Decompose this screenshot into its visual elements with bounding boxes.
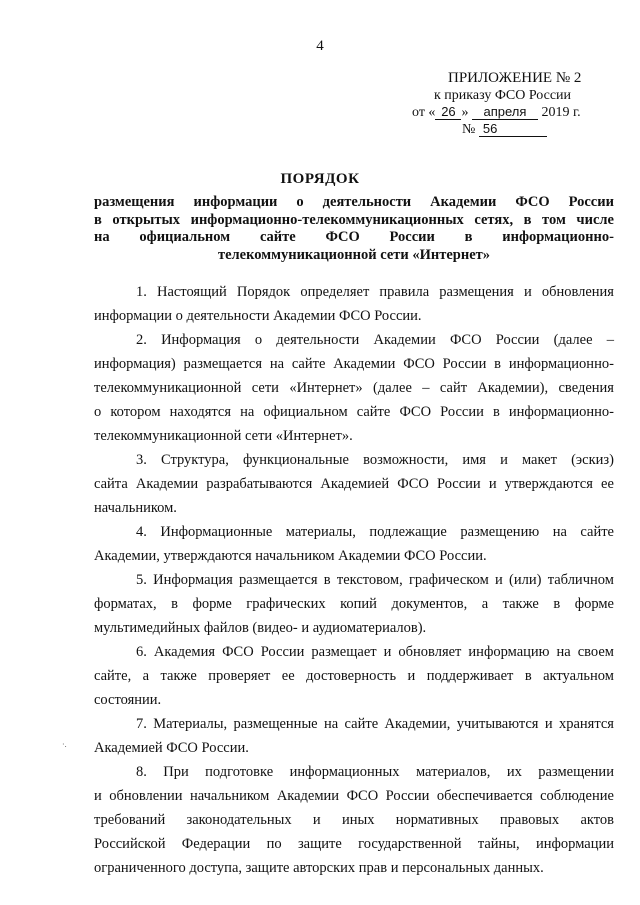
word: учитываются — [456, 716, 539, 732]
document-title: ПОРЯДОК — [280, 171, 360, 187]
word: табличном — [547, 572, 614, 588]
word: соблюдение — [540, 788, 614, 804]
word: 6. — [136, 644, 147, 660]
word: форме — [574, 596, 614, 612]
word: материалов, — [415, 764, 491, 780]
word: и — [544, 716, 553, 732]
word: информационно-телекоммуникационных — [190, 211, 464, 228]
date-mid: » — [461, 105, 469, 120]
paragraph-line — [94, 376, 614, 400]
word: функциональные — [243, 452, 349, 468]
word: разрабатываются — [206, 476, 313, 492]
date-year: 2019 г. — [541, 105, 581, 120]
word: материалы, — [285, 524, 356, 540]
word: о — [296, 194, 304, 210]
word: 4. — [136, 524, 147, 540]
appendix-date — [404, 104, 624, 121]
word: утверждаются — [504, 476, 593, 492]
word: о — [94, 404, 102, 420]
word: защите — [297, 836, 342, 852]
word: проверяет — [208, 668, 271, 684]
word: официальном — [139, 229, 231, 245]
scan-mark: ·. — [62, 740, 67, 749]
order-number: 56 — [479, 122, 547, 137]
word: информационно- — [508, 356, 614, 372]
paragraph-line — [94, 568, 614, 592]
word: (далее — [553, 332, 593, 348]
appendix-block — [404, 70, 624, 138]
word: обновления — [541, 284, 614, 300]
word: 3. — [136, 452, 147, 468]
word: макет — [521, 452, 557, 468]
word: официальном — [263, 404, 348, 420]
paragraph-line — [94, 352, 614, 376]
word: ФСО — [222, 644, 254, 660]
word: сайте — [580, 524, 614, 540]
word: Российской — [94, 836, 166, 852]
paragraph-line: телекоммуникационной сети «Интернет». — [94, 428, 353, 444]
word: обновлении — [109, 788, 183, 804]
document-subtitle — [94, 194, 614, 264]
word: графическом — [408, 572, 489, 588]
word: телекоммуникационной — [94, 380, 242, 396]
paragraph-line: начальником. — [94, 500, 177, 516]
paragraph-line — [94, 472, 614, 496]
word: в — [171, 596, 178, 612]
word: в — [523, 211, 532, 228]
word: открытых — [112, 211, 181, 228]
word: России — [389, 229, 435, 245]
word: подготовке — [205, 764, 274, 780]
date-day: 26 — [435, 105, 461, 120]
word: Академией — [320, 476, 390, 492]
word: России — [436, 476, 481, 492]
word: Академии — [333, 356, 396, 372]
word: ее — [281, 668, 295, 684]
word: и — [312, 812, 321, 828]
word: в — [524, 668, 532, 684]
word: информацию — [468, 644, 550, 660]
word: тайны, — [477, 836, 520, 852]
word: на — [556, 644, 571, 660]
word: 8. — [136, 764, 147, 780]
word: Академии — [135, 476, 199, 492]
paragraph-line: ограниченного доступа, защите авторских прав и персональных данных. — [94, 860, 544, 876]
word: о — [254, 332, 263, 348]
subtitle-line — [94, 212, 614, 230]
paragraph — [94, 328, 614, 448]
word: на — [240, 404, 255, 420]
word: России — [568, 194, 614, 210]
word: на — [323, 716, 339, 732]
word: информационно- — [502, 229, 614, 245]
word: форме — [192, 596, 232, 612]
subtitle-line — [94, 194, 614, 212]
paragraph-line — [94, 664, 614, 688]
word: Академии, — [384, 716, 451, 732]
word: Информация — [161, 332, 241, 348]
word: России — [260, 644, 305, 660]
word: – — [422, 380, 430, 396]
word: Академия — [153, 644, 216, 660]
word: и — [407, 668, 416, 684]
paragraph-line — [94, 448, 614, 472]
word: сайте — [291, 356, 326, 372]
word: имя — [462, 452, 486, 468]
paragraph — [94, 520, 614, 568]
word: сети — [251, 380, 279, 396]
word: на — [94, 229, 110, 245]
word: иных — [341, 812, 375, 828]
word: Федерации — [181, 836, 251, 852]
word: также — [502, 596, 539, 612]
appendix-number — [404, 121, 624, 138]
word: размещения — [94, 194, 175, 210]
word: в — [464, 229, 473, 245]
word: в — [323, 572, 331, 588]
word: Академии), — [477, 380, 549, 396]
word: поддерживает — [426, 668, 514, 684]
document-body — [94, 280, 614, 880]
word: том — [542, 211, 566, 228]
paragraph-line: мультимедийных файлов (видео- и аудиоматериалов). — [94, 620, 427, 636]
word: ФСО — [399, 404, 432, 420]
word: начальником — [190, 788, 270, 804]
paragraph — [94, 448, 614, 520]
paragraph-line — [94, 328, 614, 352]
word: достоверность — [306, 668, 397, 684]
word: размещается — [239, 572, 318, 588]
word: сайт — [439, 380, 468, 396]
paragraph-line — [94, 712, 614, 736]
word: и — [495, 572, 503, 588]
paragraph-line — [94, 808, 614, 832]
word: на — [269, 356, 285, 372]
word: и — [488, 476, 497, 492]
word: размещения — [439, 284, 514, 300]
subtitle-line — [94, 229, 614, 247]
word: ФСО — [449, 332, 482, 348]
paragraph — [94, 568, 614, 640]
word: 2. — [136, 332, 147, 348]
word: размещает — [311, 644, 377, 660]
word: информационно- — [508, 404, 614, 420]
word: России — [385, 788, 430, 804]
word: размещению — [460, 524, 540, 540]
word: обновляет — [398, 644, 462, 660]
word: форматах, — [94, 596, 157, 612]
word: а — [142, 668, 150, 684]
word: актуальном — [543, 668, 614, 684]
word: и — [500, 452, 508, 468]
word: правила — [379, 284, 430, 300]
word: своем — [577, 644, 614, 660]
word: правовых — [499, 812, 560, 828]
word: России — [440, 404, 484, 420]
word: информации — [536, 836, 614, 852]
word: также — [160, 668, 197, 684]
paragraph-line — [94, 520, 614, 544]
word: графических — [246, 596, 326, 612]
word: подлежащие — [369, 524, 447, 540]
word: ФСО — [403, 356, 435, 372]
word: сайте — [356, 404, 391, 420]
date-month: апреля — [472, 105, 538, 120]
word: копий — [340, 596, 377, 612]
paragraph-line — [94, 784, 614, 808]
paragraph — [94, 712, 614, 760]
paragraph-line: Академии, утверждаются начальником Академии ФСО России. — [94, 548, 487, 564]
word: а — [481, 596, 489, 612]
number-prefix: № — [462, 122, 476, 137]
word: Академии — [430, 194, 497, 210]
paragraph-line — [94, 592, 614, 616]
paragraph-line — [94, 280, 614, 304]
word: 7. — [136, 716, 147, 732]
word: деятельности — [276, 332, 360, 348]
paragraph — [94, 760, 614, 880]
word: размещенные — [233, 716, 318, 732]
word: находятся — [169, 404, 232, 420]
word: определяет — [300, 284, 370, 300]
word: сайте, — [94, 668, 132, 684]
word: ее — [601, 476, 614, 492]
word: и — [523, 284, 532, 300]
paragraph-line — [94, 400, 614, 424]
paragraph-line: состоянии. — [94, 692, 162, 708]
word: текстовом, — [336, 572, 403, 588]
date-prefix: от « — [412, 105, 436, 120]
word: и — [94, 788, 102, 804]
word: сетях, — [474, 211, 514, 228]
word: Материалы, — [153, 716, 228, 732]
word: Порядок — [236, 284, 291, 300]
word: на — [552, 524, 567, 540]
word: возможности, — [363, 452, 449, 468]
word: актов — [580, 812, 614, 828]
word: 5. — [136, 572, 147, 588]
word: Информационные — [160, 524, 273, 540]
word: (или) — [509, 572, 542, 588]
paragraph-line — [94, 832, 614, 856]
word: в — [553, 596, 561, 612]
word: «Интернет» — [289, 380, 363, 396]
word: и — [383, 644, 392, 660]
word: информации — [193, 194, 278, 210]
word: Академии — [373, 332, 436, 348]
word: хранятся — [558, 716, 614, 732]
word: деятельности — [322, 194, 412, 210]
paragraph — [94, 640, 614, 712]
word: законодательных — [186, 812, 292, 828]
word: сайте — [259, 229, 296, 245]
word: информационных — [289, 764, 400, 780]
word: котором — [110, 404, 161, 420]
word: России — [442, 356, 487, 372]
word: (далее — [373, 380, 412, 396]
word: ФСО — [325, 229, 360, 245]
word: документов, — [391, 596, 468, 612]
word: ФСО — [397, 476, 429, 492]
word: государственной — [358, 836, 462, 852]
paragraph-line: информации о деятельности Академии ФСО России. — [94, 308, 422, 324]
word: 1. — [136, 284, 147, 300]
paragraph-line: Академией ФСО России. — [94, 740, 249, 756]
word: обеспечивается — [436, 788, 533, 804]
word: в — [494, 356, 502, 372]
appendix-order-ref: к приказу ФСО России — [434, 88, 572, 103]
page-number: 4 — [316, 38, 324, 54]
word: России — [495, 332, 540, 348]
word: нормативных — [395, 812, 479, 828]
word: информация) — [94, 356, 176, 372]
word: в — [492, 404, 500, 420]
word: При — [163, 764, 189, 780]
word: ФСО — [515, 194, 550, 210]
paragraph-line — [94, 760, 614, 784]
word: – — [606, 332, 614, 348]
word: (эскиз) — [571, 452, 614, 468]
word: Структура, — [161, 452, 229, 468]
word: их — [506, 764, 522, 780]
word: числе — [576, 211, 614, 228]
word: сведения — [558, 380, 614, 396]
paragraph — [94, 280, 614, 328]
word: Академии — [276, 788, 340, 804]
word: требований — [94, 812, 166, 828]
appendix-title: ПРИЛОЖЕНИЕ № 2 — [448, 70, 582, 86]
word: по — [266, 836, 282, 852]
paragraph-line — [94, 640, 614, 664]
word: в — [94, 211, 102, 228]
word: сайта — [94, 476, 128, 492]
word: сайте — [344, 716, 379, 732]
word: Настоящий — [156, 284, 227, 300]
word: Информация — [153, 572, 233, 588]
word: размещении — [538, 764, 614, 780]
subtitle-line: телекоммуникационной сети «Интернет» — [217, 246, 491, 263]
word: ФСО — [346, 788, 379, 804]
word: размещается — [183, 356, 263, 372]
